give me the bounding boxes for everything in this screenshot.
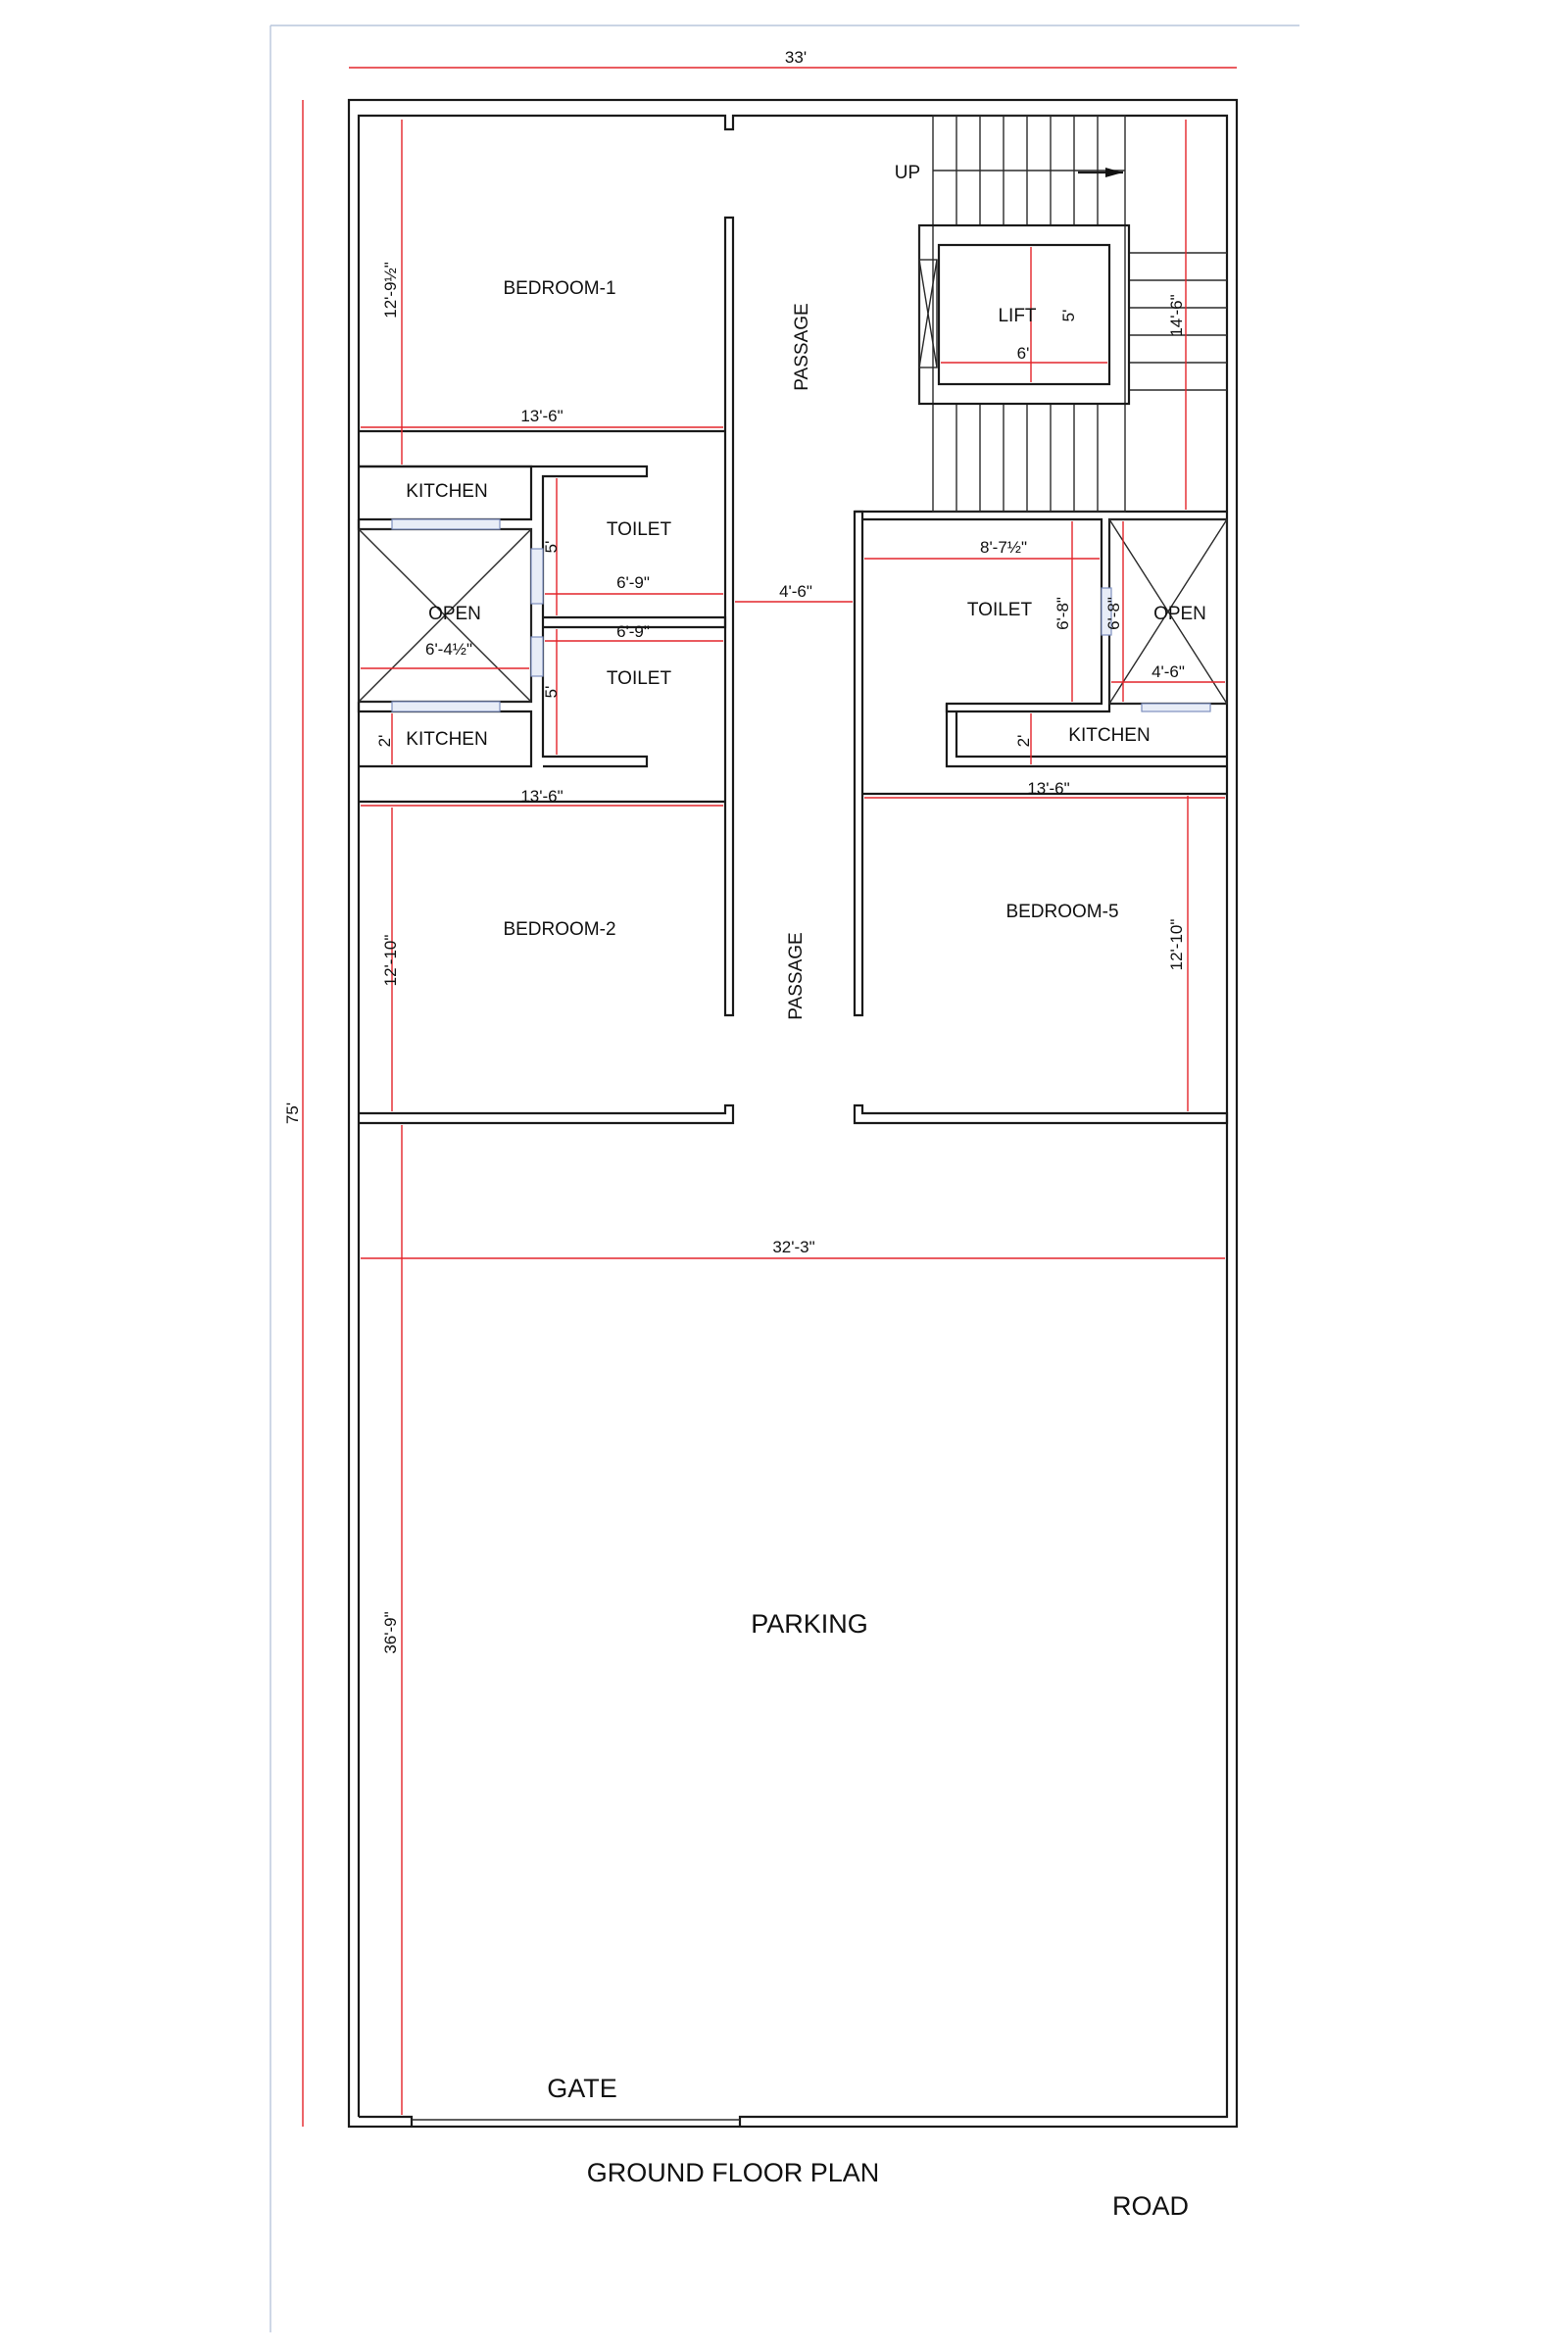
dim-parking-depth: 36'-9" (381, 1611, 400, 1654)
label-passage-bottom: PASSAGE (786, 932, 807, 1020)
dim-kitchen2-depth: 2' (375, 734, 394, 748)
dim-toilet2-width: 6'-9" (616, 622, 650, 641)
dim-kitchen-right-depth: 2' (1014, 734, 1033, 748)
windows (392, 519, 1210, 711)
dim-open-right-width: 4'-6" (1152, 662, 1185, 681)
dim-bedroom5-width: 13'-6" (1027, 779, 1070, 798)
dim-toilet2-depth: 5' (542, 685, 561, 699)
dim-toilet-right-width: 8'-7½" (979, 538, 1028, 557)
room-label-open-left: OPEN (428, 604, 481, 624)
room-label-open-right: OPEN (1153, 604, 1206, 624)
plan-title: GROUND FLOOR PLAN (586, 2158, 880, 2187)
dim-parking-width: 32'-3" (772, 1238, 815, 1256)
label-lift: LIFT (998, 306, 1037, 326)
open-shafts (359, 519, 1227, 704)
dim-toilet1-depth: 5' (542, 540, 561, 554)
dim-bedroom2-depth: 12'-10" (381, 934, 400, 987)
stair-arrow-icon (1105, 168, 1123, 177)
dim-lift-depth: 5' (1059, 309, 1078, 322)
dim-toilet1-width: 6'-9" (616, 573, 650, 592)
dim-bedroom2-width: 13'-6" (520, 787, 564, 806)
dim-stair-depth: 14'-6" (1167, 294, 1186, 337)
dim-passage-width: 4'-6" (779, 582, 812, 601)
sheet-frame (270, 25, 1299, 2332)
room-label-kitchen-right: KITCHEN (1068, 725, 1151, 746)
dim-toilet-right-depth: 6'-8" (1054, 597, 1072, 630)
room-label-bedroom-2: BEDROOM-2 (503, 919, 616, 940)
room-label-kitchen-1: KITCHEN (406, 481, 488, 502)
room-label-toilet-1: TOILET (606, 519, 672, 540)
room-label-kitchen-2: KITCHEN (406, 729, 488, 750)
label-parking: PARKING (751, 1609, 868, 1639)
room-label-toilet-right: TOILET (966, 600, 1033, 620)
label-stair-up: UP (894, 163, 921, 183)
dimension-lines (303, 68, 1237, 2127)
dim-open-left-width: 6'-4½" (424, 640, 473, 659)
dim-open-right-depth: 6'-8" (1104, 597, 1123, 630)
dim-bedroom1-width: 13'-6" (520, 407, 564, 425)
room-label-bedroom-5: BEDROOM-5 (1005, 902, 1119, 922)
dim-bedroom1-depth: 12'-9½" (381, 262, 400, 318)
dim-overall-depth: 75' (283, 1102, 302, 1125)
dim-bedroom5-depth: 12'-10" (1167, 918, 1186, 971)
room-label-bedroom-1: BEDROOM-1 (503, 278, 616, 299)
dim-overall-width: 33' (784, 48, 808, 67)
label-passage-top: PASSAGE (792, 303, 812, 391)
labels (283, 48, 1206, 2221)
label-road: ROAD (1111, 2191, 1190, 2221)
label-gate: GATE (547, 2074, 617, 2103)
dim-lift-width: 6' (1016, 344, 1030, 363)
room-label-toilet-2: TOILET (606, 668, 672, 689)
